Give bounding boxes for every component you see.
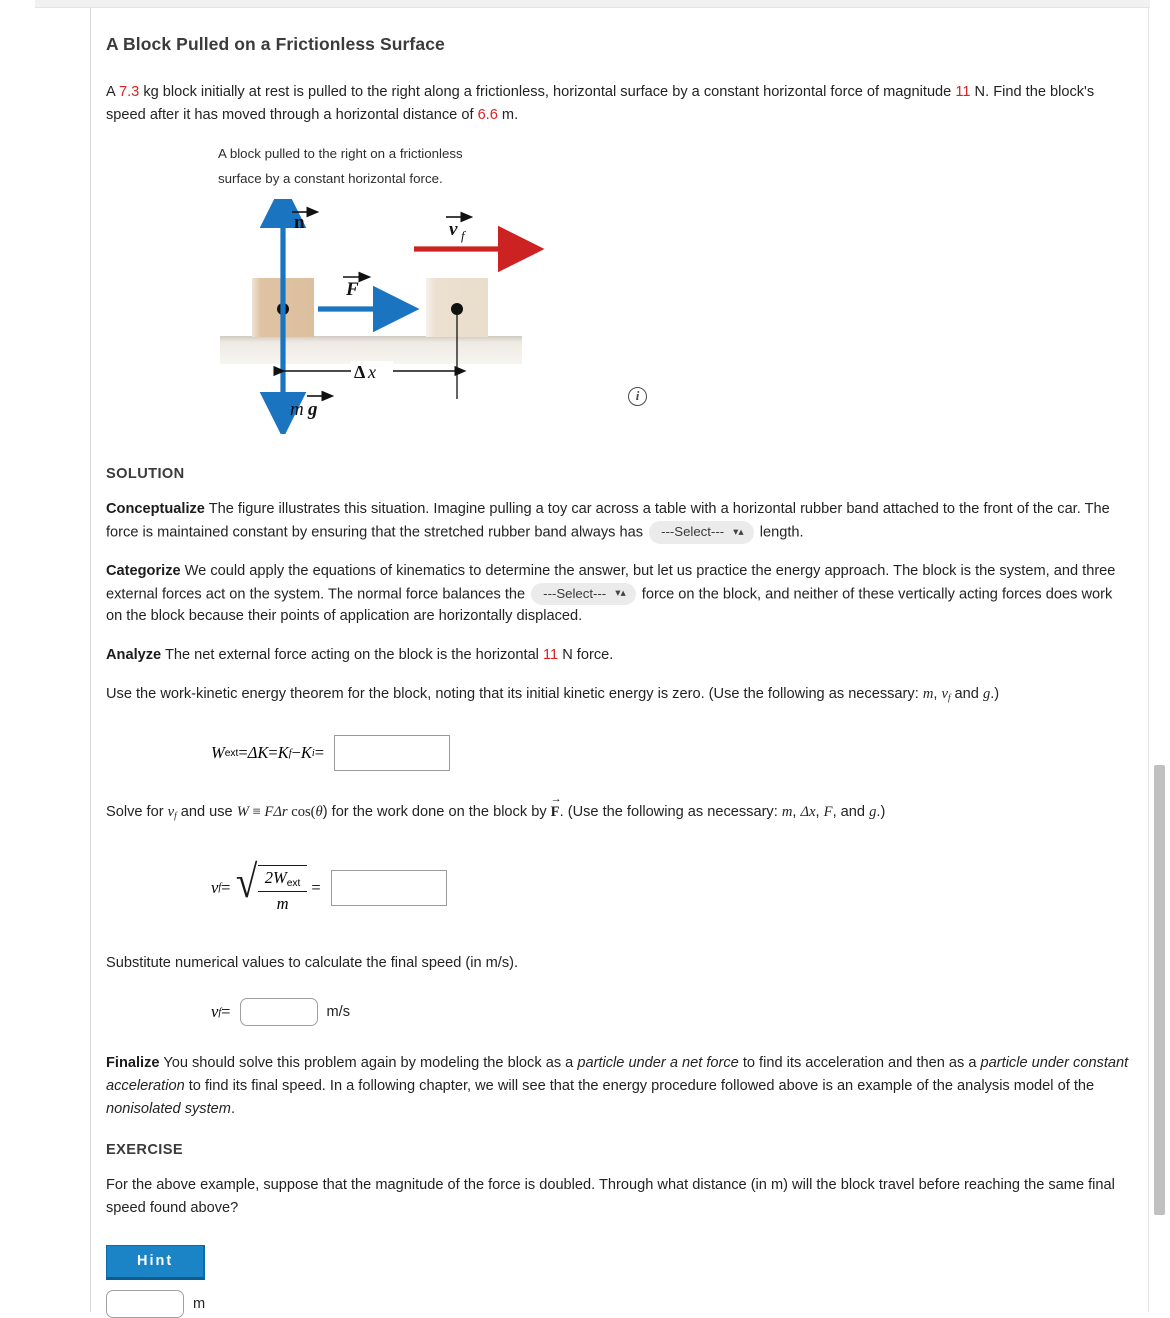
- instruction-text-h: .): [990, 685, 1000, 702]
- fraction-numerator: [258, 867, 308, 892]
- solve-identity-sign: ≡: [248, 804, 265, 821]
- eq2-equals-2: =: [311, 877, 321, 897]
- solve-var-delta-r: Δr: [273, 804, 288, 821]
- solve-cos: cos(: [287, 804, 316, 821]
- eq1-Ki-subscript: i: [311, 747, 315, 759]
- eq1-Ki: K: [300, 743, 312, 763]
- solve-var-F: F: [264, 804, 274, 821]
- finalize-italic-2: particle under constant acceleration: [106, 1055, 1129, 1094]
- var-m: m: [922, 685, 934, 702]
- answer-input-work[interactable]: [334, 735, 450, 771]
- force-vector-hat-icon: →: [550, 793, 562, 806]
- figure-canvas: [218, 199, 658, 434]
- figure-caption-line-1: A block pulled to the right on a frictionless: [218, 146, 463, 162]
- browser-top-band: [35, 0, 1150, 8]
- instruction-solve-vf: [106, 793, 1132, 824]
- conceptualize-text-before: The figure illustrates this situation. Imagine pulling a toy car across a table with a horizontal rubber band attached to the front of the car. The force is maintained constant by ensuring that the stretched rubber band always has: [106, 501, 1110, 541]
- categorize-lead: Categorize: [106, 562, 181, 579]
- eq1-minus: −: [291, 743, 301, 763]
- eq2-2W: 2W: [264, 867, 287, 887]
- eq3-v: v: [211, 1002, 219, 1022]
- exercise-text: For the above example, suppose that the magnitude of the force is doubled. Through what distance (in m) will the block travel before reaching the same final speed found above?: [106, 1177, 1115, 1216]
- categorize-text-after: force on the block, and neither of these vertically acting forces does work on the block because their points of application are horizontally displaced.: [106, 585, 1113, 625]
- svg-text:x: x: [368, 362, 376, 383]
- eq3-v-subscript: f: [218, 1006, 222, 1018]
- svg-text:Δ: Δ: [354, 362, 366, 383]
- eq2-v-subscript: f: [218, 882, 222, 894]
- problem-page: [91, 8, 1148, 1312]
- equation-vf-numeric-row: [211, 998, 1132, 1026]
- chevron-updown-icon: ▾▴: [733, 525, 744, 538]
- info-icon[interactable]: i: [628, 387, 647, 406]
- answer-input-vf-numeric[interactable]: [240, 998, 318, 1026]
- eq2-equals-1: =: [221, 877, 231, 897]
- analyze-text-before: The net external force acting on the block is the horizontal: [161, 647, 543, 664]
- eq2-v: v: [211, 877, 219, 897]
- hint-button[interactable]: Hint: [106, 1245, 205, 1280]
- eq1-equals-1: =: [238, 743, 248, 763]
- exercise-heading: EXERCISE: [106, 1142, 184, 1159]
- select-dropdown-conceptualize[interactable]: [649, 521, 754, 544]
- var-v-subscript: f: [947, 692, 951, 703]
- figure: [218, 142, 678, 434]
- solution-heading: SOLUTION: [106, 466, 185, 483]
- chevron-updown-icon: ▾▴: [615, 587, 626, 600]
- solve-text-b: and use: [176, 804, 237, 821]
- var-v: v: [941, 685, 948, 702]
- exercise-answer-input[interactable]: [106, 1290, 184, 1318]
- radical-sign-icon: √: [236, 855, 258, 907]
- analyze-text-after: N force.: [558, 647, 614, 664]
- eq3-unit: m/s: [326, 1004, 350, 1021]
- problem-force-value: 11: [955, 84, 971, 100]
- svg-text:g: g: [308, 399, 318, 421]
- page-title: A Block Pulled on a Frictionless Surface: [106, 34, 445, 54]
- analyze-force-value: 11: [542, 647, 559, 664]
- select-dropdown-categorize[interactable]: [531, 583, 636, 606]
- solve-var-v-subscript: f: [174, 810, 177, 821]
- eq1-W: W: [211, 743, 225, 763]
- solve-var-v: v: [167, 804, 175, 821]
- eq1-equals-2: =: [268, 743, 278, 763]
- solve-var-g: g: [869, 804, 877, 821]
- solve-comma-3: , and: [832, 804, 870, 821]
- solve-theta: θ: [315, 804, 323, 821]
- finalize-italic-3: nonisolated system: [106, 1100, 231, 1117]
- solve-var-dx: Δx: [800, 804, 816, 821]
- fraction-denominator: m: [276, 893, 289, 913]
- conceptualize-text-after: length.: [755, 524, 804, 541]
- svg-text:v: v: [449, 219, 458, 241]
- solve-var-W: W: [236, 804, 249, 821]
- finalize-text-c: to find its final speed. In a following chapter, we will see that the energy procedure followed above is an example of the analysis model of the: [184, 1077, 1095, 1094]
- figure-caption: [218, 142, 518, 191]
- problem-text-3: N. Find the block's speed after it has moved through a horizontal distance of: [106, 84, 1095, 123]
- analyze-lead: Analyze: [106, 647, 162, 664]
- solve-comma-2: ,: [815, 804, 824, 821]
- equation-vf-row: [211, 855, 1132, 914]
- solve-close: .): [876, 804, 886, 821]
- figure-caption-line-2: surface by a constant horizontal force.: [218, 170, 443, 186]
- solve-text-c: ) for the work done on the block by: [322, 804, 551, 821]
- solve-text-a: Solve for: [106, 804, 168, 821]
- svg-text:F: F: [346, 279, 359, 301]
- eq1-Kf: K: [277, 743, 289, 763]
- exercise-answer-row: [106, 1290, 1132, 1318]
- finalize-paragraph: [106, 1052, 1132, 1120]
- instruction-work-energy: [106, 683, 1132, 706]
- problem-text-4: m.: [497, 106, 519, 123]
- instruction-text-f: and: [950, 685, 983, 702]
- problem-distance-value: 6.6: [477, 106, 498, 123]
- physics-diagram-svg: [218, 199, 658, 434]
- finalize-text-b: to find its acceleration and then as a: [738, 1055, 981, 1072]
- equation-work-row: [211, 735, 1132, 771]
- analyze-paragraph: [106, 644, 1132, 667]
- eq1-Kf-subscript: f: [288, 747, 292, 759]
- answer-input-vf-symbolic[interactable]: [331, 870, 447, 906]
- categorize-paragraph: [106, 560, 1132, 628]
- problem-statement: [106, 81, 1132, 126]
- content-right-rule: [1148, 8, 1149, 1312]
- conceptualize-paragraph: [106, 498, 1132, 544]
- eq3-equals: =: [221, 1002, 231, 1022]
- problem-text-1: A: [106, 84, 119, 100]
- solve-text-d: . (Use the following as necessary:: [559, 804, 782, 821]
- finalize-text-d: .: [230, 1100, 235, 1117]
- finalize-lead: Finalize: [106, 1055, 160, 1072]
- eq1-W-subscript: ext: [224, 747, 239, 759]
- finalize-italic-1: particle under a net force: [577, 1055, 739, 1072]
- eq2-2W-subscript: ext: [286, 877, 301, 889]
- instruction-substitute: Substitute numerical values to calculate the final speed (in m/s).: [106, 954, 519, 971]
- eq1-equals-3: =: [314, 743, 325, 763]
- instruction-text-a: Use the work-kinetic energy theorem for the block, noting that its initial kinetic energy is zero. (Use the following as necessary:: [106, 685, 923, 702]
- scrollbar-thumb[interactable]: [1154, 765, 1165, 1215]
- solve-var-m: m: [781, 804, 793, 821]
- svg-text:n: n: [294, 212, 305, 234]
- solve-comma-1: ,: [792, 804, 801, 821]
- select-value: ---Select---: [543, 585, 607, 601]
- finalize-text-a: You should solve this problem again by modeling the block as a: [159, 1055, 578, 1072]
- var-g: g: [982, 685, 991, 702]
- problem-mass-value: 7.3: [118, 84, 140, 100]
- svg-text:m: m: [290, 399, 304, 421]
- select-value: ---Select---: [661, 524, 725, 540]
- instruction-text-c: ,: [933, 685, 942, 702]
- categorize-text-before: We could apply the equations of kinematics to determine the answer, but let us practice the energy approach. The block is the system, and three external forces act on the system. The normal force balances the: [106, 562, 1116, 602]
- svg-text:f: f: [461, 228, 465, 244]
- fraction: [258, 865, 308, 914]
- sqrt-expression: [234, 855, 307, 914]
- solve-F-vector: F: [550, 804, 560, 821]
- eq1-delta-K: ΔK: [247, 743, 269, 763]
- exercise-unit: m: [193, 1296, 206, 1313]
- solve-var-F2: F: [823, 804, 833, 821]
- conceptualize-lead: Conceptualize: [106, 501, 205, 518]
- problem-text-2: kg block initially at rest is pulled to the right along a frictionless, horizontal surface by a constant horizontal force of magnitude: [139, 84, 956, 100]
